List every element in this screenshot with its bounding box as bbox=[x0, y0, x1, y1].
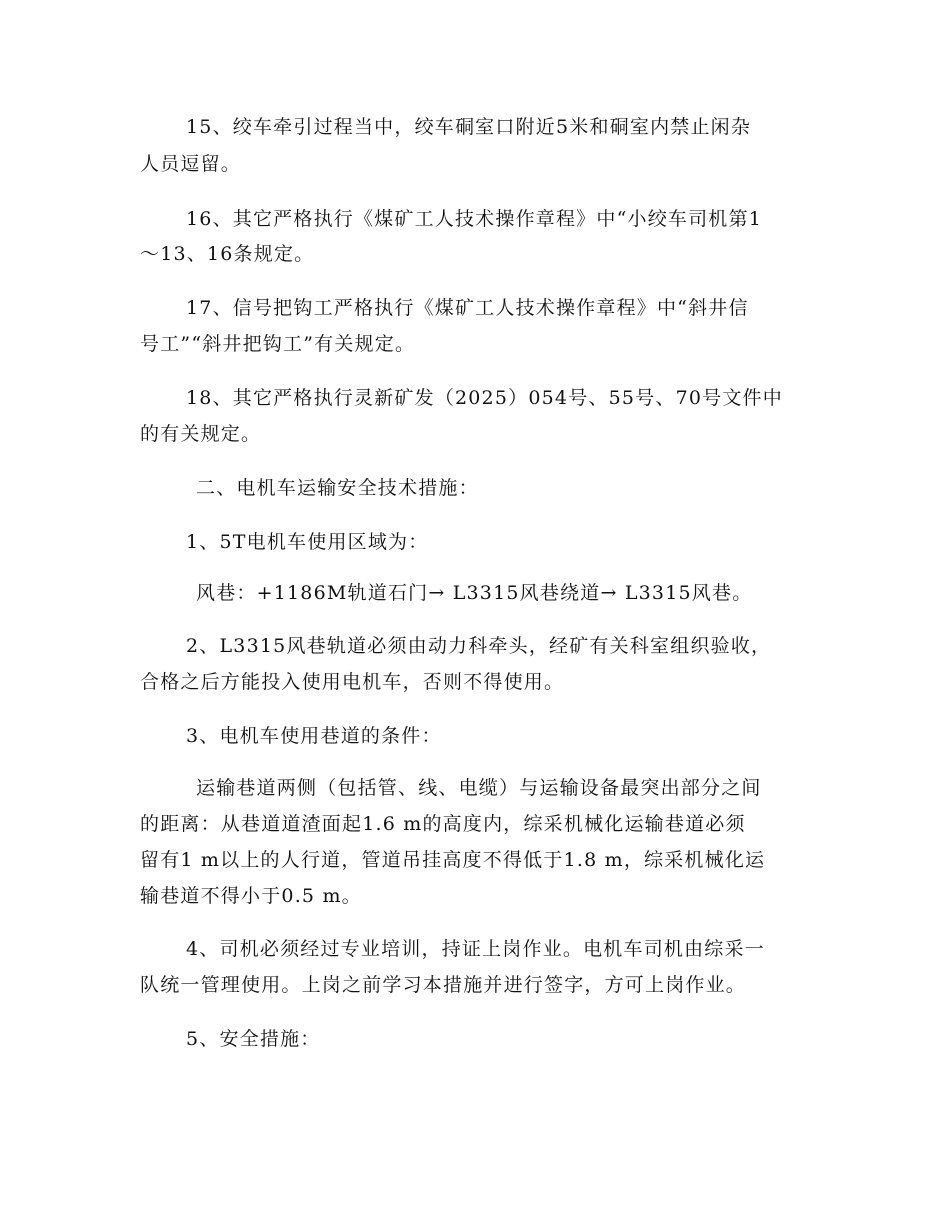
text-line: 队统一管理使用。上岗之前学习本措施并进行签字，方可上岗作业。 bbox=[140, 974, 747, 996]
text-line: 的距离：从巷道道渣面起1.6 m的高度内，综采机械化运输巷道必须 bbox=[140, 813, 746, 835]
text-line: 17、信号把钩工严格执行《煤矿工人技术操作章程》中“斜井信 bbox=[186, 297, 749, 319]
text-line: 18、其它严格执行灵新矿发（2025）054号、55号、70号文件中 bbox=[186, 387, 783, 409]
text-line: 风巷：+1186M轨道石门→ L3315风巷绕道→ L3315风巷。 bbox=[196, 582, 753, 604]
text-line: 人员逗留。 bbox=[140, 153, 242, 175]
text-line: 的有关规定。 bbox=[140, 423, 262, 445]
text-line: 16、其它严格执行《煤矿工人技术操作章程》中“小绞车司机第1 bbox=[186, 208, 762, 230]
text-line: 4、司机必须经过专业培训，持证上岗作业。电机车司机由综采一 bbox=[186, 938, 765, 960]
text-line: 合格之后方能投入使用电机车，否则不得使用。 bbox=[140, 671, 565, 693]
text-line: 输巷道不得小于0.5 m。 bbox=[140, 885, 362, 907]
text-line: ～13、16条规定。 bbox=[140, 243, 315, 265]
section-heading: 二、电机车运输安全技术措施： bbox=[196, 477, 479, 499]
text-line: 1、5T电机车使用区域为： bbox=[186, 531, 429, 553]
text-line: 留有1 m以上的人行道，管道吊挂高度不得低于1.8 m，综采机械化运 bbox=[140, 849, 766, 871]
text-line: 运输巷道两侧（包括管、线、电缆）与运输设备最突出部分之间 bbox=[196, 777, 762, 799]
text-line: 3、电机车使用巷道的条件： bbox=[186, 725, 442, 747]
text-line: 2、L3315风巷轨道必须由动力科牵头，经矿有关科室组织验收， bbox=[186, 635, 772, 657]
text-line: 15、绞车牵引过程当中，绞车硐室口附近5米和硐室内禁止闲杂 bbox=[186, 116, 752, 138]
text-line: 号工”“斜井把钩工”有关规定。 bbox=[140, 333, 416, 355]
text-line: 5、安全措施： bbox=[186, 1028, 321, 1050]
